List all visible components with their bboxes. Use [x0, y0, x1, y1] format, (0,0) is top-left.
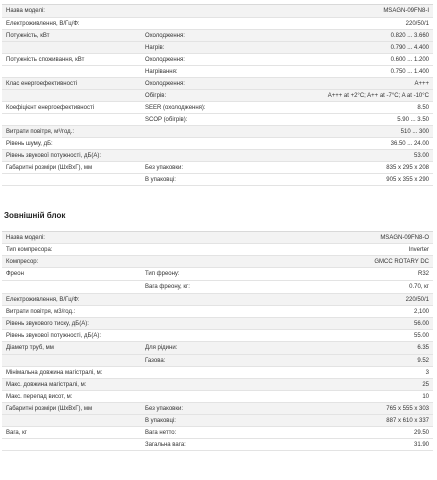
spec-value: 29.50 — [413, 429, 429, 436]
spec-label: Рівень звукового тиску, дБ(A): — [6, 320, 89, 327]
outdoor-spec-row — [2, 342, 433, 355]
outdoor-spec-row — [2, 306, 433, 318]
spec-value: 5.90 ... 3.50 — [397, 116, 429, 123]
spec-value: 220/50/1 — [405, 20, 429, 27]
spec-label: Рівень шуму, дБ: — [6, 140, 53, 147]
spec-label: Потужність, кВт — [6, 32, 50, 39]
spec-sublabel: Нагрівання: — [145, 68, 178, 75]
outdoor-spec-table — [2, 231, 433, 451]
outdoor-spec-row — [2, 244, 433, 256]
spec-value: 2,100 — [413, 308, 429, 315]
spec-label: Потужність споживання, кВт — [6, 56, 85, 63]
indoor-spec-row — [2, 114, 433, 126]
spec-sublabel: Вага нетто: — [145, 429, 177, 436]
spec-sublabel: В упаковці: — [145, 176, 176, 183]
spec-value: 510 ... 300 — [400, 128, 429, 135]
spec-value: 220/50/1 — [405, 296, 429, 303]
indoor-spec-row — [2, 78, 433, 90]
spec-value: 56.00 — [413, 320, 429, 327]
spec-label: Діаметр труб, мм — [6, 345, 54, 351]
spec-sublabel: Охолодження: — [145, 32, 185, 39]
indoor-spec-row — [2, 5, 433, 18]
indoor-spec-row — [2, 126, 433, 138]
spec-value: 25 — [422, 381, 429, 388]
indoor-spec-row — [2, 90, 433, 102]
spec-value: 905 x 355 x 290 — [386, 176, 429, 183]
outdoor-spec-row — [2, 403, 433, 415]
indoor-spec-row — [2, 30, 433, 42]
spec-sublabel: Тип фреону: — [145, 271, 180, 277]
spec-sublabel: Нагрів: — [145, 44, 165, 51]
spec-value: 0.600 ... 1.200 — [390, 56, 429, 63]
spec-value: 9.52 — [417, 357, 429, 364]
spec-sublabel: Охолодження: — [145, 56, 185, 63]
spec-label: Назва моделі: — [6, 8, 45, 14]
indoor-spec-row — [2, 174, 433, 186]
indoor-spec-row — [2, 138, 433, 150]
spec-label: Мінімальна довжина магістралі, м: — [6, 369, 103, 376]
spec-sublabel: Газова: — [145, 357, 166, 364]
spec-value: 31.90 — [413, 441, 429, 448]
outdoor-spec-row — [2, 281, 433, 294]
indoor-spec-row — [2, 66, 433, 78]
spec-label: Фреон — [6, 271, 24, 277]
outdoor-spec-row — [2, 367, 433, 379]
spec-label: Витрати повітря, м3/год.: — [6, 308, 76, 315]
spec-value: 36.50 ... 24.00 — [390, 140, 429, 147]
outdoor-spec-row — [2, 256, 433, 268]
spec-sublabel: Обігрів: — [145, 92, 167, 99]
outdoor-unit-heading: Зовнішній блок — [4, 211, 66, 220]
outdoor-spec-row — [2, 379, 433, 391]
indoor-spec-row — [2, 42, 433, 54]
spec-value: 0.820 ... 3.660 — [390, 32, 429, 39]
indoor-spec-row — [2, 162, 433, 174]
spec-value: A+++ — [414, 80, 429, 87]
spec-label: Електроживлення, В/Гц/Ф: — [6, 20, 80, 27]
spec-sublabel: Для рідини: — [145, 345, 178, 351]
indoor-spec-row — [2, 54, 433, 66]
spec-value: 6.35 — [417, 345, 429, 351]
spec-sublabel: SCOP (обігрів): — [145, 116, 188, 123]
spec-label: Коефіцієнт енергоефективності — [6, 104, 95, 111]
outdoor-spec-row — [2, 318, 433, 330]
indoor-spec-row — [2, 102, 433, 114]
spec-value: A+++ at +2°C; A++ at -7°C; A at -10°C — [327, 92, 429, 99]
spec-label: Назва моделі: — [6, 234, 45, 241]
spec-sublabel: Охолодження: — [145, 80, 185, 87]
spec-label: Габаритні розміри (ШхВхГ), мм — [6, 405, 93, 412]
spec-label: Електроживлення, В/Гц/Ф: — [6, 296, 80, 303]
spec-label: Габаритні розміри (ШхВхГ), мм — [6, 164, 93, 171]
spec-sublabel: Вага фреону, кг: — [145, 284, 190, 290]
outdoor-spec-row — [2, 330, 433, 342]
spec-value: 0.790 ... 4.400 — [390, 44, 429, 51]
spec-sublabel: SEER (охолодження): — [145, 104, 206, 111]
spec-label: Рівень звукової потужності, дБ(A): — [6, 332, 102, 339]
spec-value: 0.70, кг — [409, 284, 429, 290]
spec-label: Тип компресора: — [6, 246, 53, 253]
spec-value: 10 — [422, 393, 429, 400]
spec-value: MSAGN-09FN8-O — [380, 234, 429, 241]
spec-value: 835 x 295 x 208 — [386, 164, 429, 171]
outdoor-spec-row — [2, 294, 433, 306]
outdoor-spec-row — [2, 355, 433, 367]
spec-value: 53.00 — [413, 152, 429, 159]
spec-value: 0.750 ... 1.400 — [390, 68, 429, 75]
spec-value: 3 — [425, 369, 429, 376]
spec-label: Клас енергоефективності — [6, 80, 78, 87]
spec-value: Inverter — [408, 246, 429, 253]
spec-label: Макс. довжина магістралі, м: — [6, 381, 87, 388]
spec-value: 55.00 — [413, 332, 429, 339]
indoor-spec-table — [2, 4, 433, 186]
outdoor-spec-row — [2, 232, 433, 244]
spec-sublabel: В упаковці: — [145, 417, 176, 424]
outdoor-spec-row — [2, 427, 433, 439]
indoor-spec-row — [2, 150, 433, 162]
outdoor-spec-row — [2, 415, 433, 427]
spec-sublabel: Без упаковки: — [145, 405, 184, 412]
spec-value: GMCC ROTARY DC — [374, 258, 429, 265]
outdoor-spec-row — [2, 268, 433, 281]
spec-label: Рівень звукової потужності, дБ(A): — [6, 152, 102, 159]
spec-value: MSAGN-09FN8-I — [383, 8, 429, 14]
spec-sublabel: Загальна вага: — [145, 441, 186, 448]
spec-value: R32 — [417, 271, 429, 277]
outdoor-spec-row — [2, 439, 433, 451]
spec-label: Компресор: — [6, 258, 39, 265]
spec-sublabel: Без упаковки: — [145, 164, 184, 171]
spec-label: Макс. перепад висот, м: — [6, 393, 73, 400]
outdoor-spec-row — [2, 391, 433, 403]
indoor-spec-row — [2, 18, 433, 30]
spec-value: 8.50 — [417, 104, 429, 111]
spec-value: 765 x 555 x 303 — [386, 405, 429, 412]
spec-label: Витрати повітря, м³/год.: — [6, 128, 75, 135]
spec-label: Вага, кг — [6, 429, 27, 436]
spec-value: 887 x 610 x 337 — [386, 417, 429, 424]
